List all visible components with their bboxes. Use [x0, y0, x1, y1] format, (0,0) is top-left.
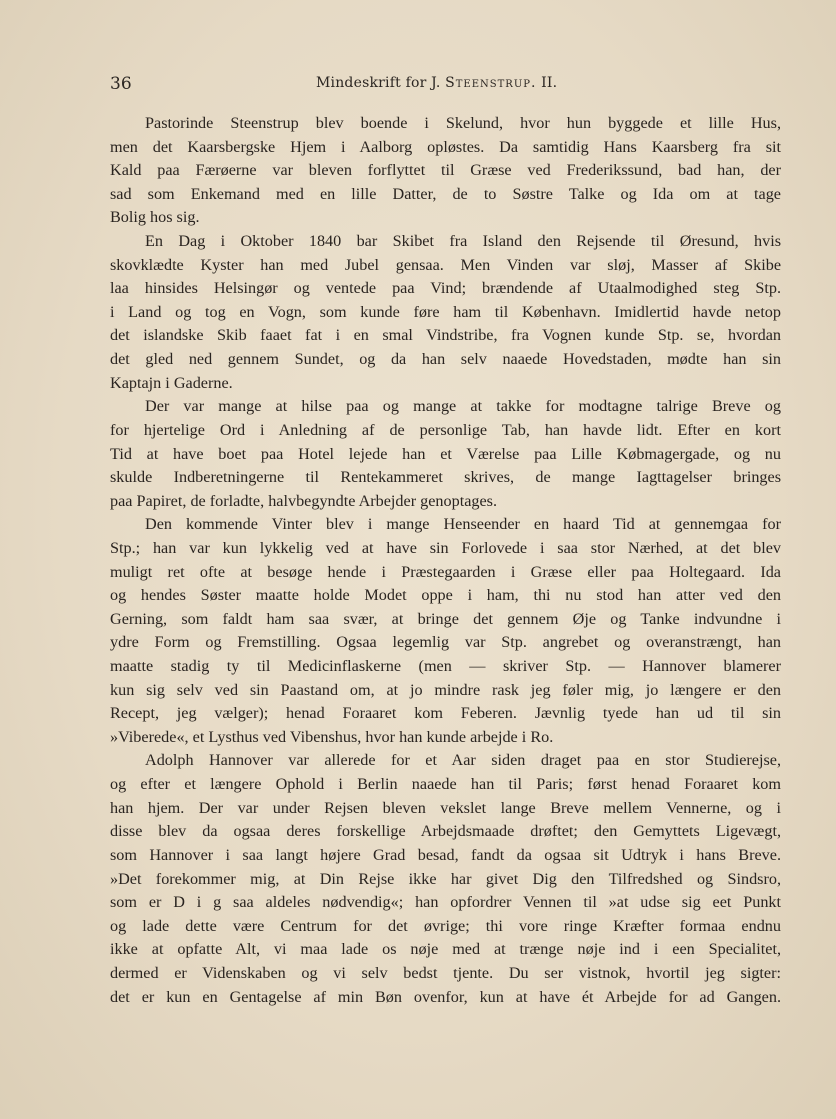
- body-text: [110, 112, 781, 1009]
- text-line: og lade dette være Centrum for det øvrige; thi vore ringe Kræfter formaa endnu: [110, 916, 781, 935]
- text-line: laa hinsides Helsingør og ventede paa Vind; brændende af Utaalmodighed steg Stp.: [110, 279, 781, 298]
- page-header: [110, 74, 780, 96]
- text-line: »Det forekommer mig, at Din Rejse ikke har givet Dig den Tilfredshed og Sindsro,: [110, 869, 781, 888]
- text-line: kun sig selv ved sin Paastand om, at jo mindre rask jeg føler mig, jo længere er den: [110, 680, 781, 699]
- running-head-volume: II.: [541, 75, 558, 91]
- text-line: det er kun en Gentagelse af min Bøn ovenfor, kun at have ét Arbejde for ad Gangen.: [110, 987, 781, 1006]
- text-line: han hjem. Der var under Rejsen bleven vekslet lange Breve mellem Vennerne, og i: [110, 798, 781, 817]
- text-line: Gerning, som faldt ham saa svær, at bringe det gennem Øje og Tanke indvundne i: [110, 609, 781, 628]
- text-line: Stp.; han var kun lykkelig ved at have sin Forlovede i saa stor Nærhed, at det blev: [110, 538, 781, 557]
- text-line: Adolph Hannover var allerede for et Aar siden draget paa en stor Studierejse,: [145, 751, 781, 770]
- text-line: Den kommende Vinter blev i mange Henseender en haard Tid at gennemgaa for: [145, 515, 781, 534]
- text-line: Kaptajn i Gaderne.: [110, 373, 233, 392]
- running-head-prefix: Mindeskrift for J.: [316, 75, 441, 91]
- text-line: i Land og tog en Vogn, som kunde føre ham til København. Imidlertid havde netop: [110, 302, 781, 321]
- text-line: sad som Enkemand med en lille Datter, de to Søstre Talke og Ida om at tage: [110, 184, 781, 203]
- text-line: som er D i g saa aldeles nødvendig«; han opfordrer Vennen til »at udse sig eet Punkt: [110, 893, 781, 912]
- running-head-name: Steenstrup.: [445, 75, 537, 91]
- text-line: Recept, jeg vælger); henad Foraaret kom Feberen. Jævnlig tyede han ud til sin: [110, 704, 781, 723]
- page-number: 36: [110, 74, 132, 94]
- text-line: ydre Form og Fremstilling. Ogsaa legemlig var Stp. angrebet og overanstrængt, han: [110, 633, 781, 652]
- text-line: som Hannover i saa langt højere Grad besad, fandt da ogsaa sit Udtryk i hans Breve.: [110, 845, 781, 864]
- text-line: En Dag i Oktober 1840 bar Skibet fra Island den Rejsende til Øresund, hvis: [145, 232, 781, 251]
- text-line: og efter et længere Ophold i Berlin naaede han til Paris; først henad Foraaret kom: [110, 775, 781, 794]
- text-line: ikke at opfatte Alt, vi maa lade os nøje med at trænge nøje ind i een Specialitet,: [110, 940, 781, 959]
- text-line: Pastorinde Steenstrup blev boende i Skelund, hvor hun byggede et lille Hus,: [145, 114, 781, 132]
- text-line: skovklædte Kyster han med Jubel gensaa. Men Vinden var sløj, Masser af Skibe: [110, 255, 781, 274]
- text-line: »Viberede«, et Lysthus ved Vibenshus, hvor han kunde arbejde i Ro.: [110, 727, 554, 746]
- text-line: paa Papiret, de forladte, halvbegyndte Arbejder genoptages.: [110, 491, 498, 510]
- text-line: Der var mange at hilse paa og mange at takke for modtagne talrige Breve og: [145, 397, 781, 416]
- text-line: det islandske Skib faaet fat i en smal Vindstribe, fra Vognen kunde Stp. se, hvordan: [110, 326, 781, 345]
- text-line: for hjertelige Ord i Anledning af de personlige Tab, han havde lidt. Efter en kort: [110, 420, 781, 439]
- text-line: Tid at have boet paa Hotel lejede han et Værelse paa Lille Købmagergade, og nu: [110, 444, 781, 463]
- text-line: muligt ret ofte at besøge hende i Præstegaarden i Græse eller paa Holtegaard. Ida: [110, 562, 781, 581]
- text-line: Bolig hos sig.: [110, 208, 200, 227]
- text-line: og hendes Søster maatte holde Modet oppe i ham, thi nu stod han atter ved den: [110, 586, 781, 605]
- text-line: Kald paa Færøerne var bleven forflyttet til Græse ved Frederikssund, bad han, der: [110, 161, 781, 180]
- running-head: [316, 75, 557, 91]
- text-line: disse blev da ogsaa deres forskellige Arbejdsmaade drøftet; den Gemyttets Ligevægt,: [110, 822, 781, 841]
- text-line: dermed er Videnskaben og vi selv bedst tjente. Du ser vistnok, hvortil jeg sigter:: [110, 963, 781, 982]
- text-line: det gled ned gennem Sundet, og da han selv naaede Hovedstaden, mødte han sin: [110, 350, 781, 369]
- text-line: maatte stadig ty til Medicinflaskerne (men — skriver Stp. — Hannover blamerer: [110, 657, 781, 676]
- text-line: men det Kaarsbergske Hjem i Aalborg opløstes. Da samtidig Hans Kaarsberg fra sit: [110, 137, 781, 156]
- text-line: skulde Indberetningerne til Rentekammeret skrives, de mange Iagttagelser bringes: [110, 468, 781, 487]
